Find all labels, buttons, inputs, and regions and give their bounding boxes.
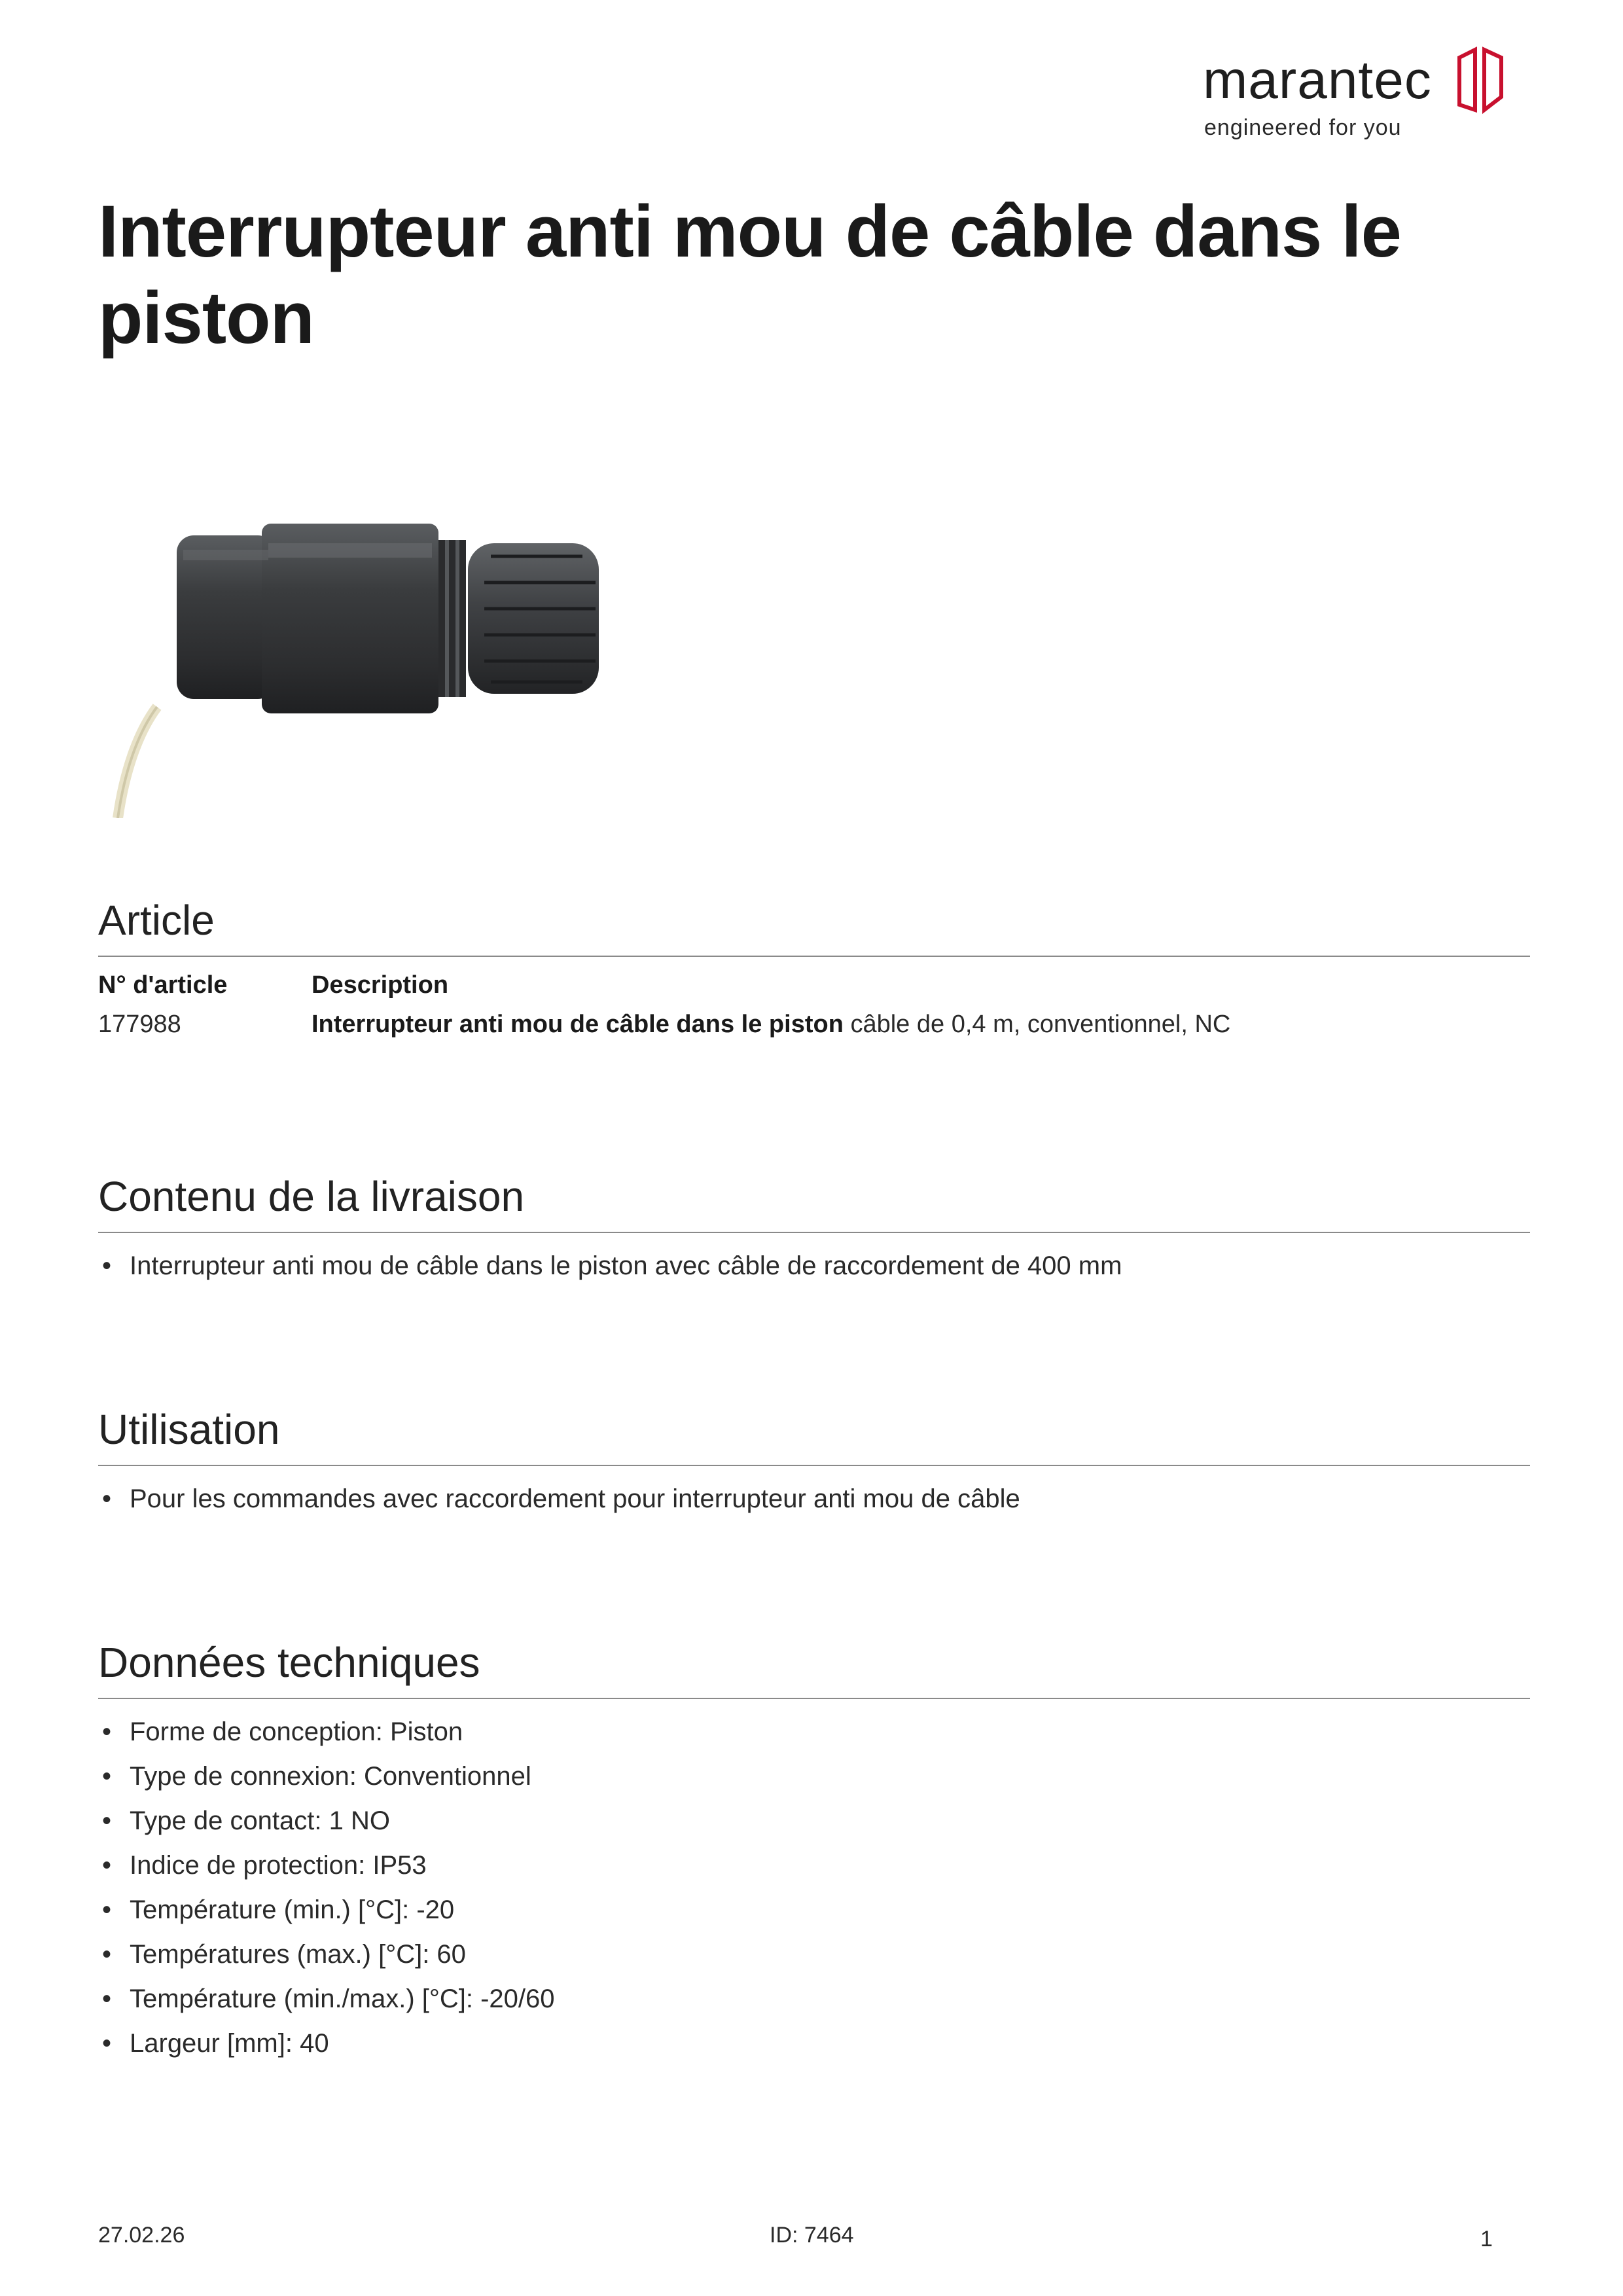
footer-date: 27.02.26 [98,2223,185,2248]
bullet-icon: • [102,1806,112,1835]
article-description [312,1012,1230,1037]
list-item [98,1244,1122,1288]
list-item [98,2021,555,2066]
list-item [98,1888,555,1932]
list-item-text: Largeur [mm]: 40 [130,2029,329,2058]
list-item [98,1710,555,1754]
technical-heading: Données techniques [98,1639,480,1686]
list-item-text: Interrupteur anti mou de câble dans le piston avec câble de raccordement de 400 mm [130,1251,1122,1280]
usage-list [98,1477,1020,1521]
footer-page-number: 1 [1480,2227,1493,2251]
list-item [98,1799,555,1843]
article-number: 177988 [98,1011,181,1038]
list-item [98,1977,555,2021]
list-item [98,1843,555,1888]
article-divider [98,956,1530,957]
bullet-icon: • [102,1717,112,1746]
article-description-name: Interrupteur anti mou de câble dans le piston [312,1011,844,1038]
delivery-divider [98,1232,1530,1233]
brand-name: marantec [1203,50,1432,110]
list-item-text: Forme de conception: Piston [130,1717,463,1746]
bullet-icon: • [102,1484,112,1513]
bullet-icon: • [102,1895,112,1924]
footer-id: ID: 7464 [770,2223,854,2248]
bullet-icon: • [102,2029,112,2058]
bullet-icon: • [102,1984,112,2013]
brand-logo [1203,41,1504,145]
list-item-text: Indice de protection: IP53 [130,1851,427,1880]
brand-tagline: engineered for you [1204,115,1402,140]
article-number-header: N° d'article [98,971,228,999]
article-description-details: câble de 0,4 m, conventionnel, NC [843,1011,1231,1038]
usage-divider [98,1465,1530,1466]
delivery-list [98,1244,1122,1288]
product-photo [98,452,668,818]
technical-list [98,1710,555,2066]
list-item-text: Type de connexion: Conventionnel [130,1762,531,1791]
list-item-text: Température (min.) [°C]: -20 [130,1895,455,1924]
list-item-text: Type de contact: 1 NO [130,1806,390,1835]
delivery-heading: Contenu de la livraison [98,1173,525,1220]
list-item [98,1477,1020,1521]
list-item [98,1754,555,1799]
marantec-logo-icon [1455,45,1505,117]
bullet-icon: • [102,1940,112,1969]
list-item [98,1932,555,1977]
bullet-icon: • [102,1251,112,1280]
article-description-header: Description [312,971,449,999]
list-item-text: Températures (max.) [°C]: 60 [130,1940,466,1969]
technical-divider [98,1698,1530,1699]
bullet-icon: • [102,1762,112,1791]
list-item-text: Température (min./max.) [°C]: -20/60 [130,1984,555,2013]
page-title: Interrupteur anti mou de câble dans le piston [98,190,1401,359]
list-item-text: Pour les commandes avec raccordement pour interrupteur anti mou de câble [130,1484,1020,1513]
bullet-icon: • [102,1851,112,1880]
usage-heading: Utilisation [98,1406,280,1453]
article-heading: Article [98,897,215,944]
